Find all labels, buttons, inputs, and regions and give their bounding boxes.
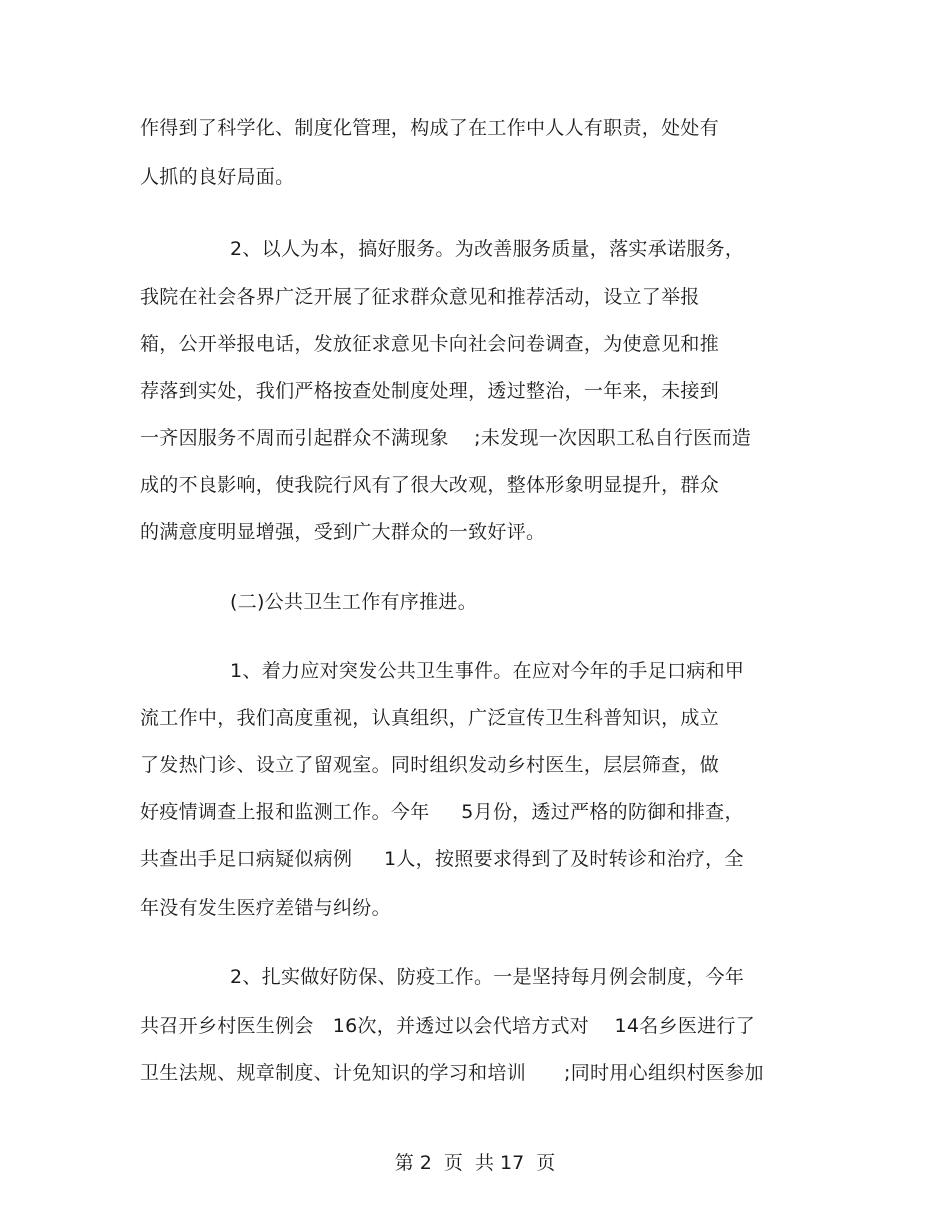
body-text-line: 成的不良影响，使我院行风有了很大改观，整体形象明显提升，群众 [140,474,720,496]
page-number-footer: 第 2 页 共 17 页 [394,1152,556,1174]
body-text-line: 的满意度明显增强，受到广大群众的一致好评。 [140,521,546,543]
paragraph-first-line: 2、以人为本，搞好服务。为改善服务质量，落实承诺服务， [230,238,745,260]
body-text-line: 荐落到实处，我们严格按查处制度处理，透过整治，一年来，未接到 [140,380,720,402]
paragraph-first-line: 1、着力应对突发公共卫生事件。在应对今年的手足口病和甲 [230,660,745,682]
body-text-line: 箱，公开举报电话，发放征求意见卡向社会问卷调查，为使意见和推 [140,333,720,355]
body-text-line: 卫生法规、规章制度、计免知识的学习和培训 ;同时用心组织村医参加 [140,1062,764,1084]
body-text-line: 作得到了科学化、制度化管理，构成了在工作中人人有职责，处处有 [140,117,720,139]
body-text-line: 共召开乡村医生例会 16次，并透过以会代培方式对 14名乡医进行了 [140,1015,756,1037]
paragraph-first-line: 2、扎实做好防保、防疫工作。一是坚持每月例会制度，今年 [230,966,745,988]
body-text-line: 年没有发生医疗差错与纠纷。 [140,897,391,919]
section-heading: (二)公共卫生工作有序推进。 [230,591,478,613]
body-text-line: 好疫情调查上报和监测工作。今年 5月份，透过严格的防御和排查， [140,801,744,823]
body-text-line: 共查出手足口病疑似病例 1人，按照要求得到了及时转诊和治疗，全 [140,848,744,870]
body-text-line: 我院在社会各界广泛开展了征求群众意见和推荐活动，设立了举报 [140,286,700,308]
body-text-line: 流工作中，我们高度重视，认真组织，广泛宣传卫生科普知识，成立 [140,707,720,729]
body-text-line: 一齐因服务不周而引起群众不满现象 ;未发现一次因职工私自行医而造 [140,427,752,449]
body-text-line: 了发热门诊、设立了留观室。同时组织发动乡村医生，层层筛查，做 [140,754,720,776]
body-text-line: 人抓的良好局面。 [140,166,295,188]
